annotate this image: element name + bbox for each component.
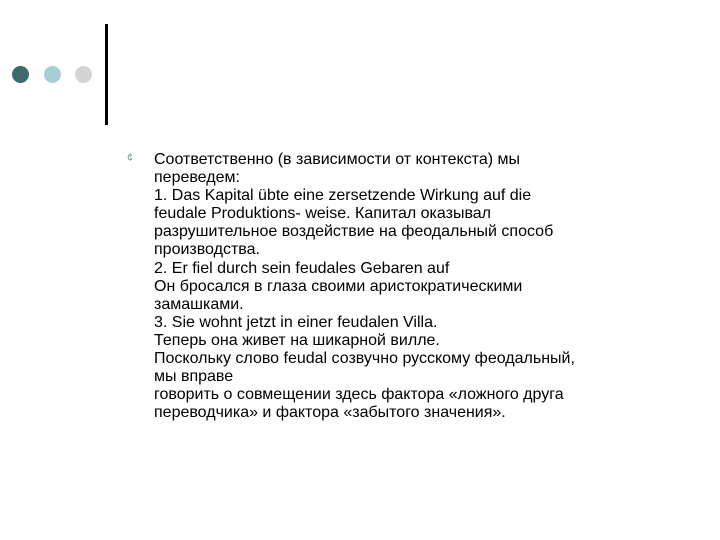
text-line: говорить о совмещении здесь фактора «ложного друга — [154, 386, 564, 404]
text-line: 1. Das Kapital übte eine zersetzende Wirkung auf die — [154, 187, 532, 205]
decorative-dot-3-icon — [75, 66, 92, 83]
vertical-divider — [105, 24, 108, 125]
text-line: 3. Sie wohnt jetzt in einer feudalen Villa. — [154, 313, 438, 331]
decorative-dot-2-icon — [44, 66, 61, 83]
text-line: Теперь она живет на шикарной вилле. — [154, 331, 440, 349]
text-line: feudale Produktions- weise. Капитал оказывал — [154, 205, 492, 223]
text-line: Поскольку слово feudal созвучно русскому феодальный, — [154, 350, 575, 368]
text-line: Соответственно (в зависимости от контекста) мы — [154, 151, 520, 168]
slide-body-text — [154, 151, 694, 422]
text-line: производства. — [154, 241, 260, 259]
text-line: разрушительное воздействие на феодальный способ — [154, 223, 554, 241]
text-line: переведем: — [154, 169, 240, 187]
open-circle-icon: ¢ — [127, 152, 134, 164]
text-line: Он бросался в глаза своими аристократическими — [154, 277, 523, 295]
text-line: замашками. — [154, 295, 244, 313]
text-line: 2. Er fiel durch sein feudales Gebaren auf — [154, 259, 450, 277]
text-line: переводчика» и фактора «забытого значения». — [154, 404, 506, 422]
decorative-dot-1-icon — [12, 66, 29, 83]
text-line: мы вправе — [154, 368, 234, 386]
